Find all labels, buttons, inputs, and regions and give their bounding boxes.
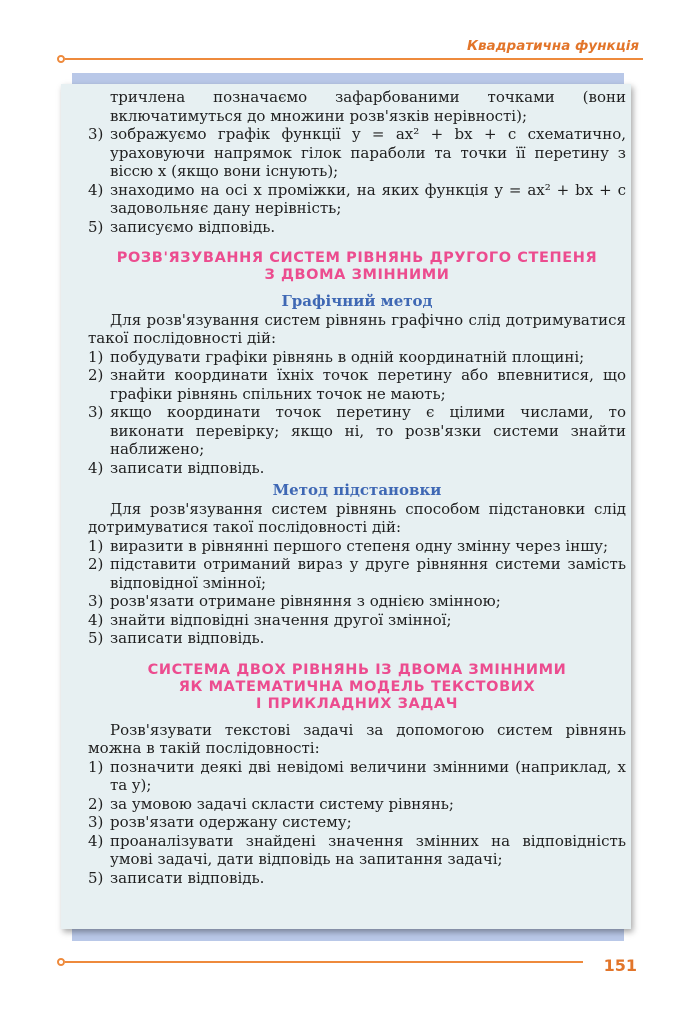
page-content: [88, 88, 626, 887]
footer-rule: [65, 961, 583, 963]
list-item-number: 4): [88, 458, 104, 477]
list-item-number: 1): [88, 536, 104, 555]
list-item-number: 1): [88, 347, 104, 366]
section-word-problems: [88, 662, 626, 888]
list-item: [88, 832, 626, 869]
list-item: [88, 459, 626, 478]
list-item: [88, 218, 626, 237]
list-item-number: 2): [88, 555, 104, 573]
section-title-line: РОЗВ'ЯЗУВАННЯ СИСТЕМ РІВНЯНЬ ДРУГОГО СТЕПЕНЯ: [116, 250, 598, 266]
running-header: Квадратична функція: [466, 38, 639, 54]
list-item-text: розв'язати отримане рівняння з однією змінною;: [110, 592, 501, 610]
list-item-number: 5): [88, 217, 104, 236]
word-problems-steps-list: [88, 758, 626, 888]
list-item: [88, 869, 626, 888]
graphic-steps-list: [88, 348, 626, 478]
header-rule-dot: [57, 55, 65, 63]
list-item: [88, 125, 626, 181]
section-title-line: СИСТЕМА ДВОХ РІВНЯНЬ ІЗ ДВОМА ЗМІННИМИ: [147, 661, 567, 678]
list-item: [88, 813, 626, 832]
section-title-line: ЯК МАТЕМАТИЧНА МОДЕЛЬ ТЕКСТОВИХ: [178, 678, 536, 695]
list-item-text: записати відповідь.: [110, 629, 265, 647]
section-solving-systems: [88, 250, 626, 648]
continuation-text: тричлена позначаємо зафарбованими точками (вони включатимуться до множини розв'язків нерівності);: [110, 88, 626, 125]
list-item-number: 5): [88, 868, 104, 887]
list-item-number: 2): [88, 366, 104, 384]
list-item: [88, 537, 626, 556]
list-item-text: записуємо відповідь.: [110, 217, 276, 236]
section-title-line: І ПРИКЛАДНИХ ЗАДАЧ: [255, 695, 459, 712]
list-item: [88, 611, 626, 630]
graphic-intro: Для розв'язування систем рівнянь графічно слід дотримуватися такої послідовності дій:: [88, 310, 626, 347]
substitution-steps-list: [88, 537, 626, 648]
list-item-text: якщо координати точок перетину є цілими числами, то виконати перевірку; якщо ні, то розв'язки системи знайти наближено;: [110, 403, 626, 458]
page-number: 151: [603, 956, 637, 975]
list-item-text: записати відповідь.: [110, 868, 265, 887]
list-item: [88, 181, 626, 218]
list-item-number: 2): [88, 794, 104, 813]
list-item: [88, 366, 626, 403]
list-item-text: проаналізувати знайдені значення змінних на відповідність умові задачі, дати відповідь на запитання задачі;: [110, 831, 626, 868]
list-item-number: 4): [88, 610, 104, 629]
footer-rule-dot: [57, 958, 65, 966]
subsection-title-substitution: Метод підстановки: [272, 481, 442, 499]
list-item-text: знаходимо на осі x проміжки, на яких функція y = ax² + bx + c задовольняє дану нерівність;: [110, 180, 626, 217]
list-item: [88, 348, 626, 367]
prev-steps-list: [88, 125, 626, 236]
list-item-text: підставити отриманий вираз у друге рівняння системи замість відповідної змінної;: [110, 555, 626, 592]
list-item-text: розв'язати одержану систему;: [110, 813, 352, 831]
list-item-number: 3): [88, 592, 104, 610]
subsection-title-graphic: Графічний метод: [281, 292, 433, 310]
list-item-text: зображуємо графік функції y = ax² + bx + c схематично, ураховуючи напрямок гілок параболи та точки її перетину з віссю x (якщо вони існують);: [110, 125, 626, 180]
list-item-number: 4): [88, 831, 104, 850]
list-item: [88, 758, 626, 795]
list-item-text: побудувати графіки рівнянь в одній координатній площині;: [110, 347, 585, 366]
list-item-number: 1): [88, 757, 104, 776]
list-item-number: 4): [88, 180, 104, 199]
word-problems-intro: Розв'язувати текстові задачі за допомогою систем рівнянь можна в такій послідовності:: [88, 720, 626, 757]
list-item: [88, 592, 626, 611]
list-item-number: 3): [88, 403, 104, 421]
substitution-intro: Для розв'язування систем рівнянь способом підстановки слід дотримуватися такої послідовності дій:: [88, 499, 626, 536]
list-item-number: 3): [88, 125, 104, 143]
list-item: [88, 403, 626, 459]
list-item-text: виразити в рівнянні першого степеня одну змінну через іншу;: [110, 536, 609, 555]
list-item: [88, 795, 626, 814]
list-item-number: 3): [88, 813, 104, 831]
header-rule: [65, 58, 643, 60]
list-item-number: 5): [88, 629, 104, 647]
section-title-line: З ДВОМА ЗМІННИМИ: [264, 267, 450, 283]
list-item: [88, 555, 626, 592]
list-item-text: записати відповідь.: [110, 458, 265, 477]
list-item-text: за умовою задачі скласти систему рівнянь;: [110, 794, 454, 813]
list-item-text: знайти відповідні значення другої змінної;: [110, 610, 452, 629]
list-item-text: знайти координати їхніх точок перетину або впевнитися, що графіки рівнянь спільних точок не мають;: [110, 366, 626, 403]
list-item-text: позначити деякі дві невідомі величини змінними (наприклад, x та y);: [110, 757, 626, 794]
list-item: [88, 629, 626, 648]
